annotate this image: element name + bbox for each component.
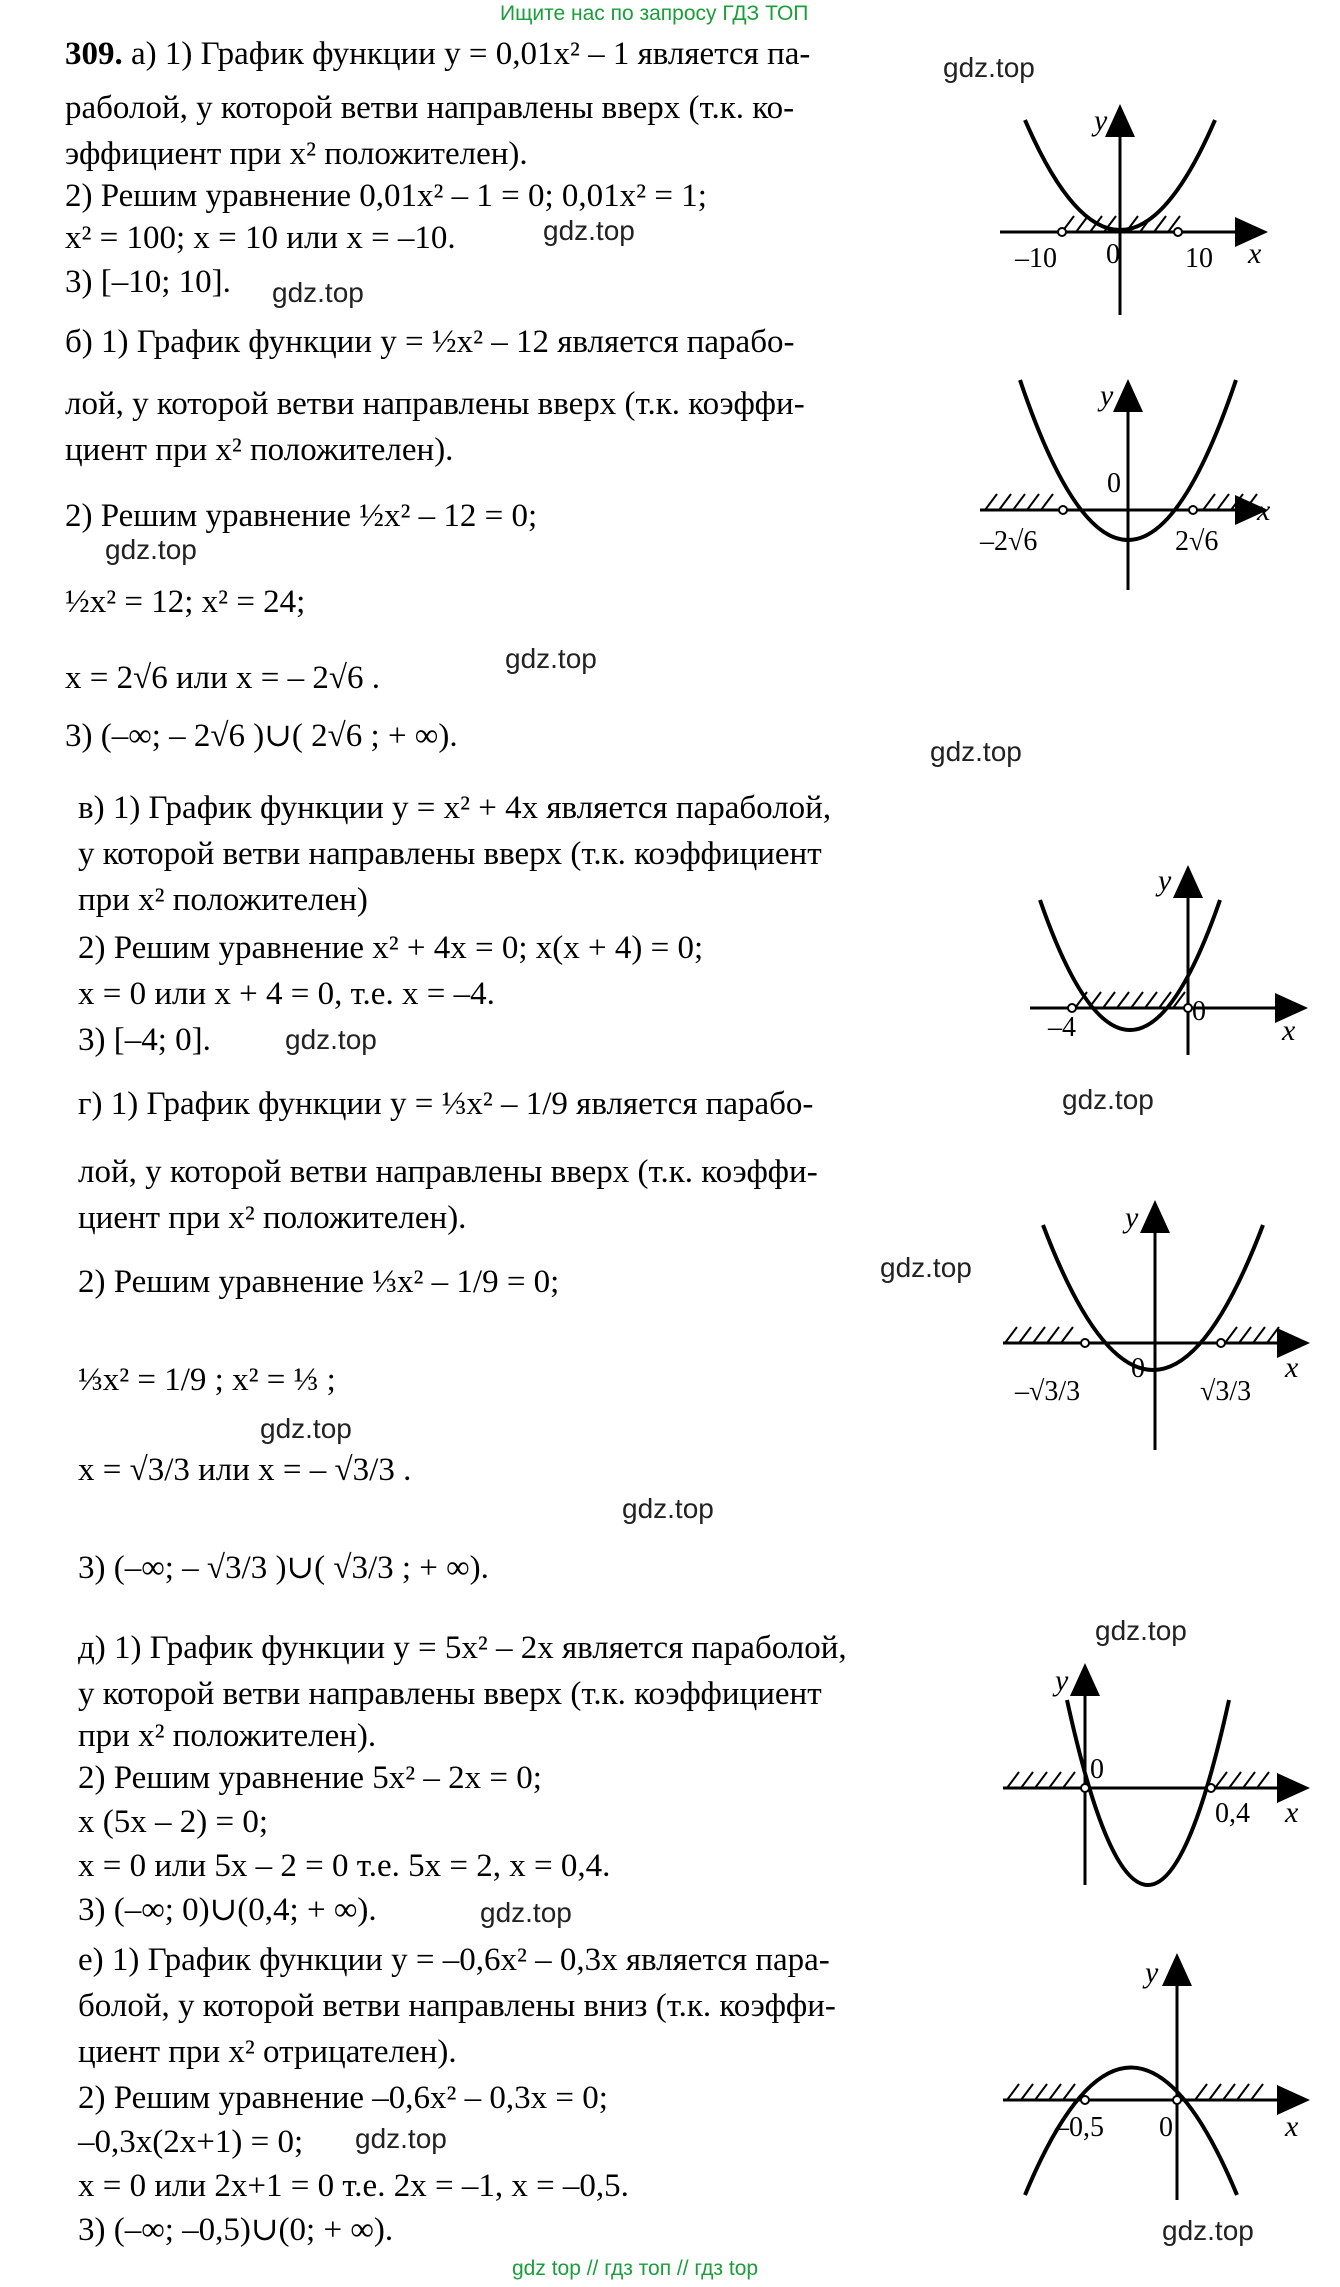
part-d-line-2: у которой ветви направлены вверх (т.к. коэффициент [78, 1676, 822, 1712]
graph-e [995, 1950, 1315, 2205]
part-g-line-5: ⅓x² = 1/9 ; x² = ⅓ ; [78, 1362, 336, 1398]
part-a-line-2: раболой, у которой ветви направлены вверх (т.к. ко- [65, 90, 795, 126]
x-axis-label: x [1285, 1351, 1299, 1384]
right-root-label: √3/3 [1200, 1376, 1252, 1407]
left-root-label: –10 [1015, 243, 1057, 274]
part-e-line-2: болой, у которой ветви направлены вниз (т.к. коэффи- [78, 1988, 836, 2024]
right-root-label: 0,4 [1215, 1798, 1250, 1829]
left-root-label: –2√6 [980, 526, 1038, 557]
part-g-line-1: г) 1) График функции y = ⅓x² – 1/9 является парабо- [78, 1086, 814, 1122]
left-root-label: –√3/3 [1015, 1376, 1081, 1407]
root-point [1058, 228, 1066, 236]
part-b-line-7: 3) (–∞; – 2√6 )∪( 2√6 ; + ∞). [65, 718, 458, 754]
root-point [1081, 1784, 1089, 1792]
part-g-line-7: 3) (–∞; – √3/3 )∪( √3/3 ; + ∞). [78, 1550, 489, 1586]
part-g-line-2: лой, у которой ветви направлены вверх (т.к. коэффи- [78, 1154, 818, 1190]
root-point [1059, 506, 1067, 514]
watermark: gdz.top [272, 277, 364, 308]
part-e-line-1: е) 1) График функции y = –0,6x² – 0,3x является пара- [78, 1942, 830, 1978]
part-b-line-1: б) 1) График функции y = ½x² – 12 является парабо- [65, 324, 795, 360]
y-axis-label: y [1100, 379, 1114, 412]
part-v-line-4: 2) Решим уравнение x² + 4x = 0; x(x + 4) = 0; [78, 930, 704, 966]
part-b-line-3: циент при x² положителен). [65, 432, 454, 468]
watermark: gdz.top [355, 2123, 447, 2154]
y-axis-label: y [1145, 1956, 1159, 1989]
watermark: gdz.top [622, 1493, 714, 1524]
watermark: gdz.top [1062, 1084, 1154, 1115]
watermark: gdz.top [1162, 2215, 1254, 2246]
graph-v [1020, 860, 1310, 1060]
hatch-marks [985, 494, 1257, 510]
x-axis-label: x [1285, 1796, 1299, 1829]
part-a-line-4: 2) Решим уравнение 0,01x² – 1 = 0; 0,01x² = 1; [65, 178, 707, 214]
watermark: gdz.top [930, 736, 1022, 767]
part-g-line-3: циент при x² положителен). [78, 1200, 467, 1236]
part-e-line-5: –0,3x(2x+1) = 0; [78, 2124, 304, 2160]
part-d-line-4: 2) Решим уравнение 5x² – 2x = 0; [78, 1760, 542, 1796]
watermark: gdz.top [1095, 1615, 1187, 1646]
graph-b [965, 370, 1285, 595]
graph-a [980, 95, 1280, 320]
y-axis-label: y [1055, 1664, 1069, 1697]
part-b-line-6: x = 2√6 или x = – 2√6 . [65, 660, 380, 696]
part-v-line-3: при x² положителен) [78, 882, 368, 918]
part-b-line-4: 2) Решим уравнение ½x² – 12 = 0; [65, 498, 538, 534]
left-root-label: 0 [1090, 1754, 1104, 1785]
parabola [1067, 1700, 1229, 1885]
x-axis-label: x [1248, 237, 1262, 270]
watermark: gdz.top [260, 1413, 352, 1444]
y-axis-label: y [1094, 104, 1108, 137]
part-v-line-6: 3) [–4; 0]. [78, 1022, 211, 1058]
header-search-link[interactable]: Ищите нас по запросу ГДЗ ТОП [500, 2, 809, 25]
right-root-label: 10 [1185, 243, 1213, 274]
part-e-line-6: x = 0 или 2x+1 = 0 т.е. 2x = –1, x = –0,5. [78, 2168, 629, 2204]
origin-label: 0 [1106, 239, 1120, 270]
root-point [1217, 1339, 1225, 1347]
hatch-marks [1005, 1327, 1279, 1343]
watermark: gdz.top [543, 215, 635, 246]
x-axis-label: x [1285, 2110, 1299, 2143]
part-a-line-5: x² = 100; x = 10 или x = –10. [65, 220, 456, 256]
root-point [1081, 1339, 1089, 1347]
right-root-label: 2√6 [1175, 526, 1219, 557]
origin-label: 0 [1107, 468, 1121, 499]
root-point [1068, 1004, 1076, 1012]
hatch-marks [1007, 1772, 1269, 1788]
part-e-line-4: 2) Решим уравнение –0,6x² – 0,3x = 0; [78, 2080, 608, 2116]
part-g-line-6: x = √3/3 или x = – √3/3 . [78, 1452, 412, 1488]
left-root-label: –0,5 [1055, 2112, 1104, 2143]
watermark: gdz.top [285, 1024, 377, 1055]
part-v-line-2: у которой ветви направлены вверх (т.к. коэффициент [78, 836, 822, 872]
part-e-line-7: 3) (–∞; –0,5)∪(0; + ∞). [78, 2212, 394, 2248]
part-v-line-1: в) 1) График функции y = x² + 4x является параболой, [78, 790, 832, 826]
exercise-number: 309. [65, 36, 123, 72]
part-e-line-3: циент при x² отрицателен). [78, 2034, 457, 2070]
part-d-line-7: 3) (–∞; 0)∪(0,4; + ∞). [78, 1892, 377, 1928]
graph-d [995, 1660, 1315, 1890]
part-g-line-4: 2) Решим уравнение ⅓x² – 1/9 = 0; [78, 1264, 560, 1300]
left-root-label: –4 [1048, 1012, 1076, 1043]
root-point [1189, 506, 1197, 514]
watermark: gdz.top [943, 52, 1035, 83]
part-d-line-5: x (5x – 2) = 0; [78, 1804, 269, 1840]
watermark: gdz.top [505, 643, 597, 674]
x-axis-label: x [1257, 494, 1271, 527]
hatch-marks [1007, 2084, 1263, 2100]
watermark: gdz.top [480, 1897, 572, 1928]
root-point [1173, 2096, 1181, 2104]
x-axis-label: x [1282, 1014, 1296, 1047]
part-d-line-1: д) 1) График функции y = 5x² – 2x является параболой, [78, 1630, 847, 1666]
right-root-label: 0 [1192, 996, 1206, 1027]
part-b-line-5: ½x² = 12; x² = 24; [65, 584, 306, 620]
root-point [1081, 2096, 1089, 2104]
watermark: gdz.top [880, 1252, 972, 1283]
watermark: gdz.top [105, 534, 197, 565]
right-root-label: 0 [1159, 2112, 1173, 2143]
part-v-line-5: x = 0 или x + 4 = 0, т.е. x = –4. [78, 976, 495, 1012]
part-a-line-3: эффициент при x² положителен). [65, 136, 528, 172]
root-point [1207, 1784, 1215, 1792]
footer-link[interactable]: gdz top // гдз топ // гдз top [512, 2257, 759, 2280]
y-axis-label: y [1158, 864, 1172, 897]
origin-label: 0 [1131, 1353, 1145, 1384]
root-point [1174, 228, 1182, 236]
part-a-line-6: 3) [–10; 10]. [65, 264, 231, 300]
graph-g [995, 1195, 1315, 1470]
part-d-line-6: x = 0 или 5x – 2 = 0 т.е. 5x = 2, x = 0,4. [78, 1848, 611, 1884]
part-b-line-2: лой, у которой ветви направлены вверх (т.к. коэффи- [65, 386, 805, 422]
root-point [1184, 1004, 1192, 1012]
part-a-line-1: 309. а) 1) График функции y = 0,01x² – 1 является па- [65, 36, 811, 72]
part-d-line-3: при x² положителен). [78, 1718, 377, 1754]
y-axis-label: y [1125, 1201, 1139, 1234]
parabola [1043, 1225, 1263, 1370]
